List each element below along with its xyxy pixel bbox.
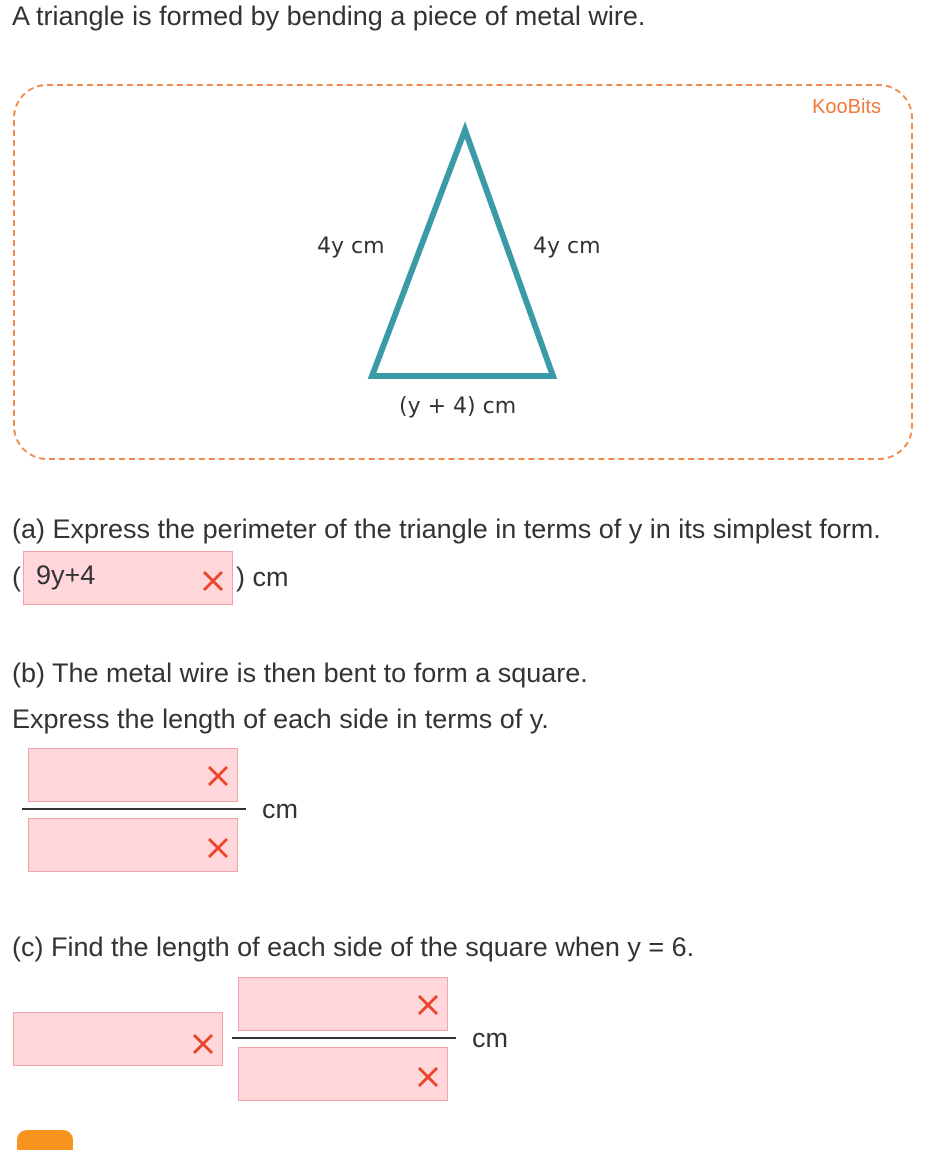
wrong-mark-icon [202, 570, 224, 592]
part-c-unit: cm [472, 1023, 508, 1053]
part-a-unit: ) cm [236, 562, 289, 592]
wrong-mark-icon [207, 837, 229, 859]
part-c-whole-input[interactable] [13, 1012, 223, 1066]
part-c-denominator-input[interactable] [238, 1047, 448, 1101]
wrong-mark-icon [417, 1066, 439, 1088]
side-right-label: 4y cm [533, 234, 601, 259]
part-a-open-paren: ( [12, 562, 21, 592]
part-b-denominator-input[interactable] [28, 818, 238, 872]
part-a-answer-value: 9y+4 [36, 560, 96, 590]
submit-button[interactable] [17, 1130, 73, 1150]
intro-text: A triangle is formed by bending a piece of metal wire. [12, 1, 646, 31]
part-a-answer-input[interactable] [23, 551, 233, 605]
wrong-mark-icon [417, 994, 439, 1016]
wrong-mark-icon [192, 1033, 214, 1055]
part-c-question: (c) Find the length of each side of the square when y = 6. [12, 932, 695, 962]
side-left-label: 4y cm [317, 234, 385, 259]
brand-logo: KooBits [812, 96, 881, 118]
triangle-figure [15, 86, 911, 458]
part-c-numerator-input[interactable] [238, 977, 448, 1031]
part-b-unit: cm [262, 794, 298, 824]
wrong-mark-icon [207, 765, 229, 787]
part-a-question: (a) Express the perimeter of the triangle in terms of y in its simplest form. [12, 514, 881, 544]
base-label: (y + 4) cm [399, 394, 517, 419]
part-c-fraction-bar [232, 1037, 456, 1039]
part-b-numerator-input[interactable] [28, 748, 238, 802]
part-b-line2: Express the length of each side in terms of y. [12, 704, 549, 734]
triangle-shape [372, 130, 553, 376]
figure-box [13, 84, 913, 460]
part-b-line1: (b) The metal wire is then bent to form a square. [12, 658, 588, 688]
part-b-fraction-bar [22, 808, 246, 810]
